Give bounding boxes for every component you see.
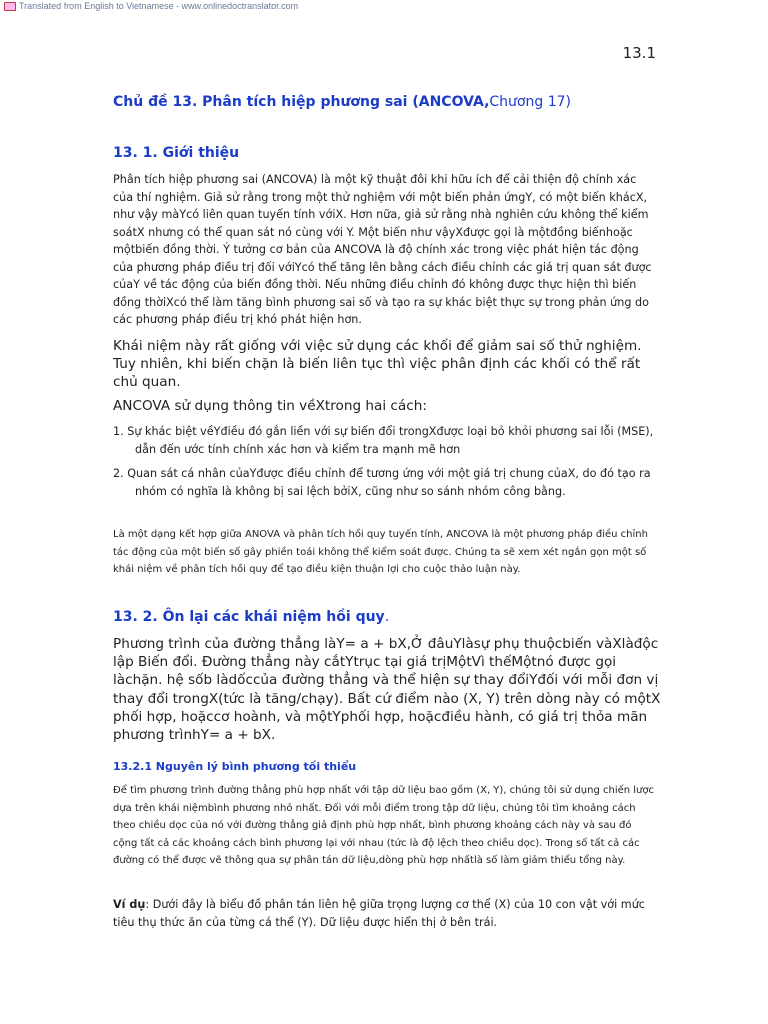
chapter-title-suffix: Chương 17)	[489, 94, 571, 110]
section-heading-regression	[113, 609, 389, 625]
blocking-paragraph: Khái niệm này rất giống với việc sử dụng các khối để giảm sai số thử nghiệm. Tuy nhiên, khi biến chặn là biến liên tục thì việc phân định các khối có thể rất chủ quan.	[113, 338, 642, 391]
section-heading-regression-dot: .	[384, 609, 390, 625]
ancova-use-item-1: 1. Sự khác biệt vềYđiều đó gắn liền với sự biến đổi trongXđược loại bỏ khỏi phương sai lỗi (MSE), dẫn đến ước tính chính xác hơn và kiểm tra mạnh mẽ hơn	[113, 425, 654, 456]
intro-paragraph: Phân tích hiệp phương sai (ANCOVA) là một kỹ thuật đôi khi hữu ích để cải thiện độ chính xác của thí nghiệm. Giả sử rằng trong một thử nghiệm với một biến phản ứngY, có một biến khácX, như vậy màYcó liên quan tuyến tính vớiX. Hơn nữa, giả sử rằng nhà nghiên cứu không thể kiểm soátX nhưng có thể quan sát nó cùng với Y. Một biến như vậyXđược gọi là mộtđồng biếnhoặc mộtbiến đồng thời. Ý tưởng cơ bản của ANCOVA là độ chính xác trong việc phát hiện tác động của phương pháp điều trị đối vớiYcó thể tăng lên bằng cách điều chỉnh các giá trị quan sát được củaY về tác động của biến đồng thời. Nếu những điều chỉnh đó không được thực hiện thì biến đồng thờiXcó thể làm tăng bình phương sai số và tạo ra sự khác biệt thực sự trong phản ứng do các phương pháp điều trị khó phát hiện hơn.	[113, 173, 652, 326]
section-heading-intro: 13. 1. Giới thiệu	[113, 145, 240, 161]
translator-banner[interactable]	[4, 0, 298, 12]
ancova-use-item-2: 2. Quan sát cá nhân củaYđược điều chỉnh để tương ứng với một giá trị chung củaX, do đó tạo ra nhóm có nghĩa là không bị sai lệch bởiX, cũng như so sánh nhóm công bằng.	[113, 467, 651, 498]
chapter-title	[113, 94, 571, 110]
line-equation-paragraph: Phương trình của đường thẳng làY= a + bX,Ở đâuYlàsự phụ thuộcbiến vàXlàđộc lập Biến đổi. Đường thẳng này cắtYtrục tại giá trịMộtVì thếMộtnó được gọi làchặn. hệ sốb làdốccủa đường thẳng và thể hiện sự thay đổiYđối với mỗi đơn vị thay đổi trongX(tức là tăng/chạy). Bất cứ điểm nào (X, Y) trên dòng này có mộtX phối hợp, hoặccơ hoành, và mộtYphối hợp, hoặcđiều hành, có giá trị thỏa mãn phương trìnhY= a + bX.	[113, 636, 661, 744]
subsection-heading-least-squares: 13.2.1 Nguyên lý bình phương tối thiểu	[113, 760, 357, 773]
example-text: : Dưới đây là biểu đồ phân tán liên hệ giữa trọng lượng cơ thể (X) của 10 con vật với mức tiêu thụ thức ăn của từng cá thể (Y). Dữ liệu được hiển thị ở bên trái.	[113, 898, 645, 929]
section-heading-regression-text: 13. 2. Ôn lại các khái niệm hồi quy	[113, 609, 385, 625]
page-number: 13.1	[622, 44, 656, 62]
banner-text: Translated from English to Vietnamese - www.onlinedoctranslator.com	[19, 1, 299, 11]
example-label: Ví dụ	[113, 898, 146, 911]
translator-logo-icon	[4, 2, 16, 11]
ancova-combo-paragraph: Là một dạng kết hợp giữa ANOVA và phân tích hồi quy tuyến tính, ANCOVA là một phương pháp điều chỉnh tác động của một biến số gây phiền toái không thể kiểm soát được. Chúng ta sẽ xem xét ngắn gọn một số khái niệm về phân tích hồi quy để tạo điều kiện thuận lợi cho cuộc thảo luận này.	[113, 529, 648, 575]
chapter-title-main: Chủ đề 13. Phân tích hiệp phương sai (ANCOVA,	[113, 94, 490, 110]
example-paragraph	[113, 896, 658, 931]
least-squares-paragraph: Để tìm phương trình đường thẳng phù hợp nhất với tập dữ liệu bao gồm (X, Y), chúng tôi sử dụng chiến lược dựa trên khái niệmbình phương nhỏ nhất. Đối với mỗi điểm trong tập dữ liệu, chúng tôi tìm khoảng cách theo chiều dọc của nó với đường thẳng giả định phù hợp nhất, bình phương khoảng cách này và sau đó cộng tất cả các khoảng cách bình phương lại với nhau (tức là độ lệch theo chiều dọc). Trong số tất cả các đường có thể được vẽ thông qua sự phân tán dữ liệu,dòng phù hợp nhấtlà số làm giảm thiểu tổng này.	[113, 785, 654, 866]
ancova-uses-intro: ANCOVA sử dụng thông tin vềXtrong hai cách:	[113, 398, 427, 414]
